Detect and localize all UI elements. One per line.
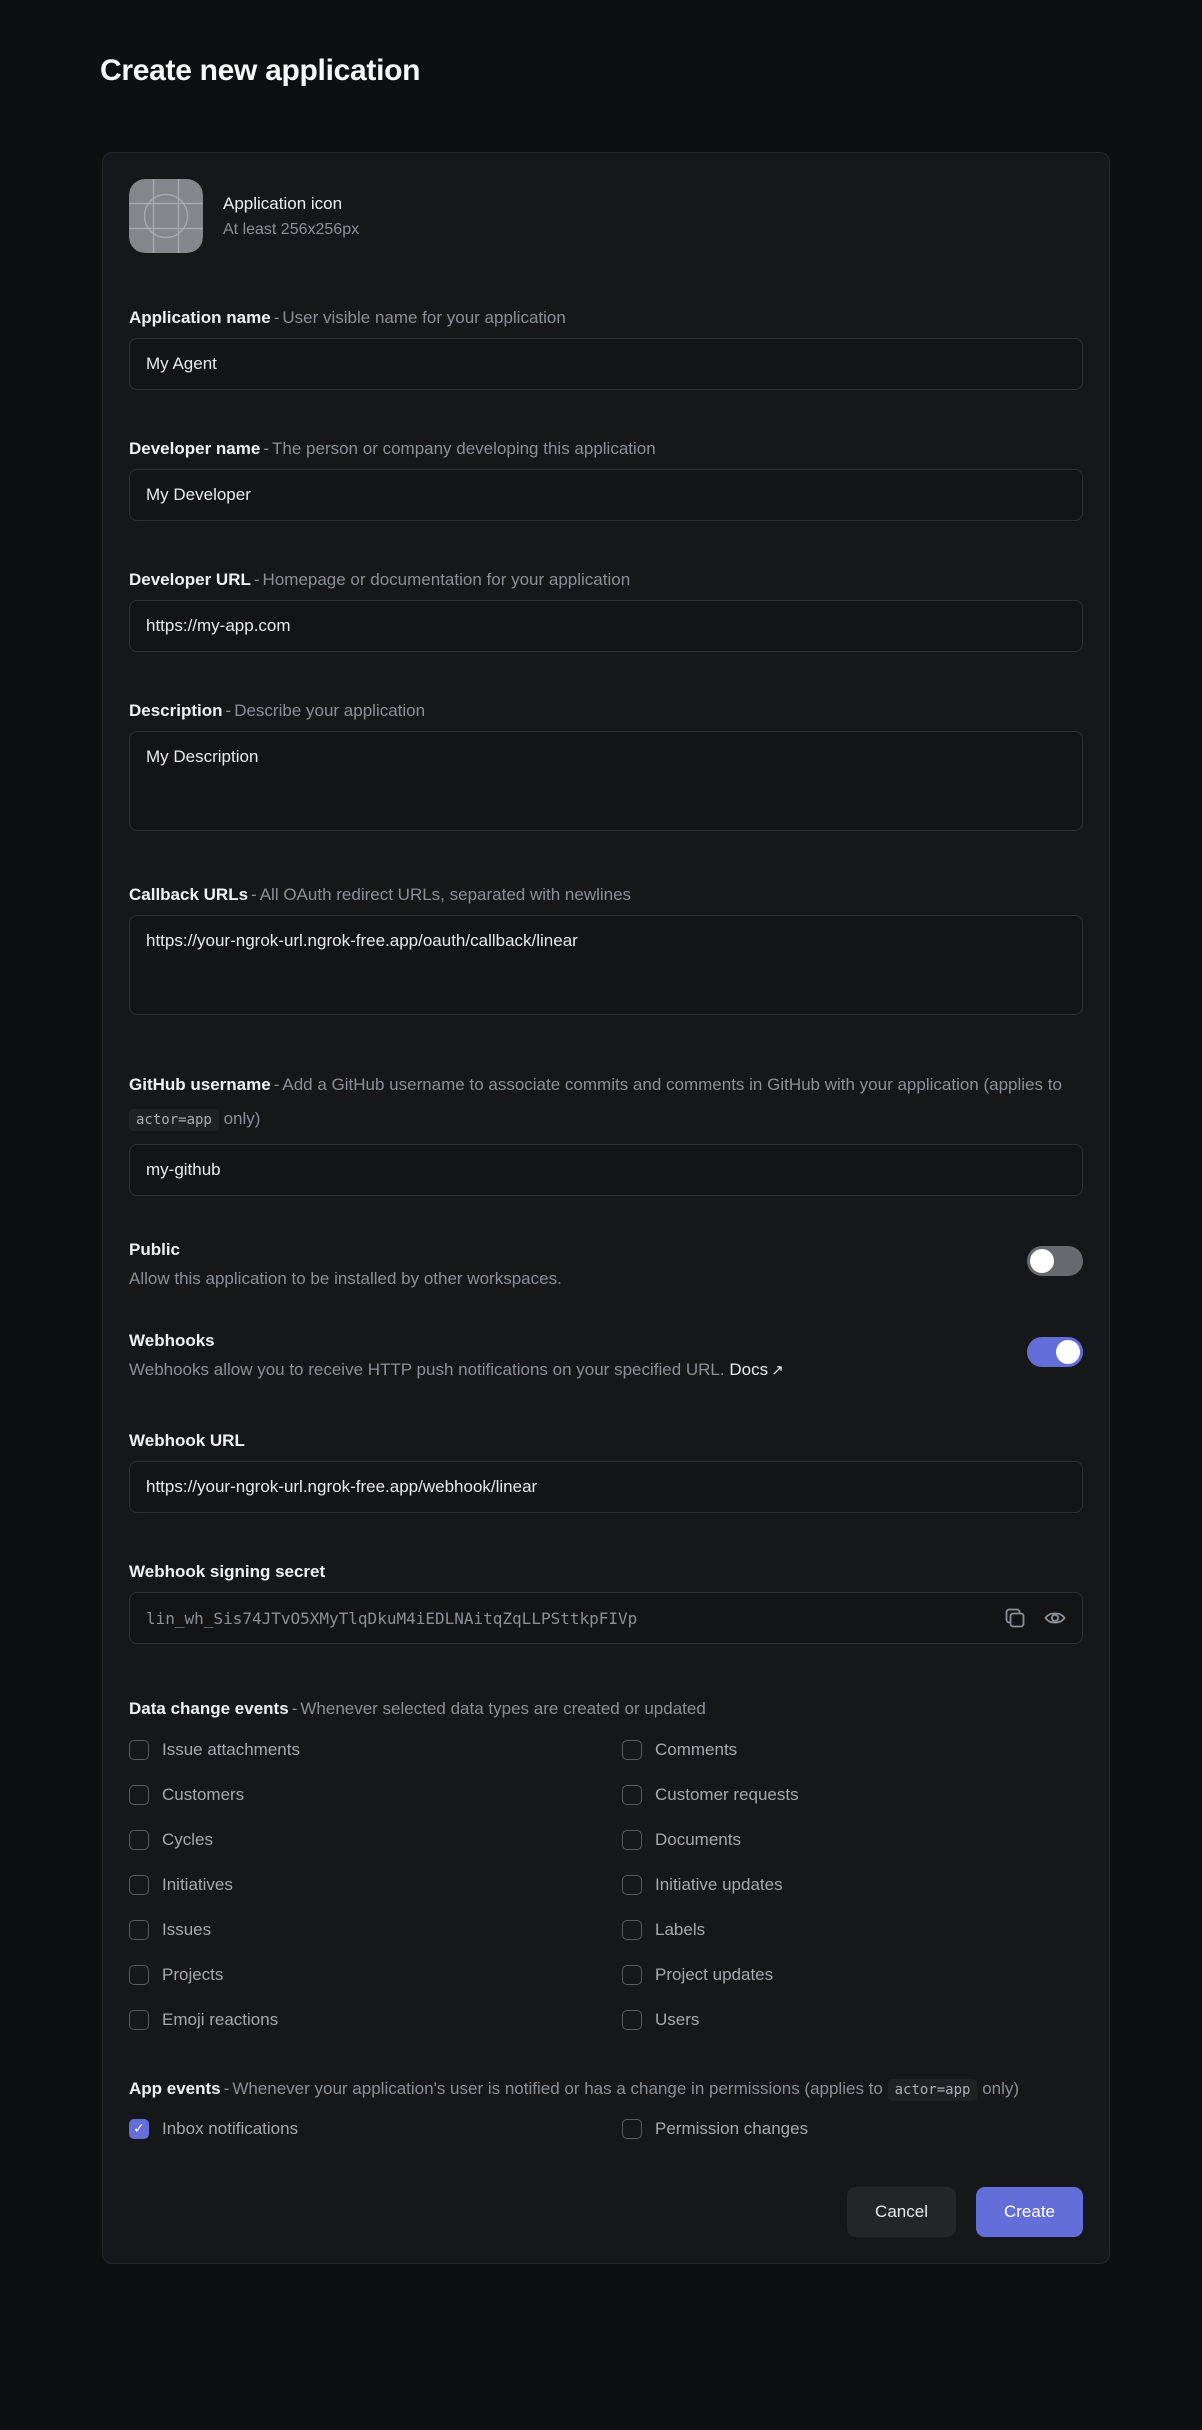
checkbox-item-issues[interactable]: Issues <box>129 1920 622 1940</box>
page-title: Create new application <box>100 54 421 87</box>
create-application-card <box>102 152 1110 2264</box>
checkbox[interactable] <box>129 1875 149 1895</box>
application-name-label: Application name - User visible name for your application <box>129 308 566 327</box>
checkbox-item-labels[interactable]: Labels <box>622 1920 1083 1940</box>
developer-url-input[interactable] <box>129 600 1083 652</box>
checkbox[interactable] <box>622 1875 642 1895</box>
developer-url-label: Developer URL - Homepage or documentation for your application <box>129 570 631 589</box>
developer-name-label: Developer name - The person or company developing this application <box>129 439 656 458</box>
checkbox[interactable] <box>622 1965 642 1985</box>
checkbox-item-permission-changes[interactable]: Permission changes <box>622 2119 1083 2139</box>
callback-urls-label: Callback URLs - All OAuth redirect URLs, separated with newlines <box>129 885 632 904</box>
application-icon-row <box>129 179 1083 253</box>
checkbox-item-initiative-updates[interactable]: Initiative updates <box>622 1875 1083 1895</box>
description-field <box>129 700 1083 836</box>
checkmark-icon: ✓ <box>133 2121 145 2137</box>
external-link-icon: ↗ <box>771 1361 784 1379</box>
callback-urls-field <box>129 884 1083 1020</box>
public-toggle[interactable] <box>1027 1246 1083 1276</box>
checkbox[interactable] <box>129 1920 149 1940</box>
checkbox[interactable] <box>622 1740 642 1760</box>
webhooks-toggle[interactable] <box>1027 1337 1083 1367</box>
checkbox-item-emoji-reactions[interactable]: Emoji reactions <box>129 2010 622 2030</box>
checkbox-item-issue-attachments[interactable]: Issue attachments <box>129 1740 622 1760</box>
toggle-knob <box>1030 1249 1054 1273</box>
create-button[interactable]: Create <box>976 2187 1083 2237</box>
webhook-url-field <box>129 1430 1083 1513</box>
webhooks-label: Webhooks <box>129 1331 215 1350</box>
actor-app-code-chip: actor=app <box>129 1109 219 1131</box>
checkbox[interactable] <box>129 1965 149 1985</box>
github-username-field <box>129 1068 1083 1196</box>
checkbox[interactable] <box>129 1785 149 1805</box>
checkbox[interactable] <box>622 1785 642 1805</box>
callback-urls-textarea[interactable] <box>129 915 1083 1015</box>
github-username-input[interactable] <box>129 1144 1083 1196</box>
description-textarea[interactable] <box>129 731 1083 831</box>
app-icon-placeholder-icon <box>129 179 203 253</box>
developer-name-field <box>129 438 1083 521</box>
checkbox-item-project-updates[interactable]: Project updates <box>622 1965 1083 1985</box>
public-text <box>129 1240 1027 1289</box>
application-icon-upload[interactable] <box>129 179 203 253</box>
checkbox-item-users[interactable]: Users <box>622 2010 1083 2030</box>
application-name-field <box>129 307 1083 390</box>
checkbox[interactable] <box>622 2119 642 2139</box>
copy-icon <box>1003 1606 1027 1630</box>
application-icon-text <box>223 194 359 239</box>
checkbox-item-cycles[interactable]: Cycles <box>129 1830 622 1850</box>
github-username-label: GitHub username - Add a GitHub username to associate commits and comments in GitHub with your application (applies to actor=app only) <box>129 1068 1083 1137</box>
public-label: Public <box>129 1240 181 1259</box>
checkbox[interactable] <box>622 1830 642 1850</box>
webhook-signing-secret-field <box>129 1561 1083 1644</box>
checkbox-item-comments[interactable]: Comments <box>622 1740 1083 1760</box>
webhook-url-label: Webhook URL <box>129 1431 245 1450</box>
checkbox[interactable] <box>622 1920 642 1940</box>
webhooks-text <box>129 1331 1027 1380</box>
webhook-signing-secret-input[interactable] <box>129 1592 1083 1644</box>
checkbox-item-inbox-notifications[interactable]: ✓ Inbox notifications <box>129 2119 622 2139</box>
developer-url-field <box>129 569 1083 652</box>
data-change-events-grid <box>129 1740 1083 2030</box>
checkbox-item-documents[interactable]: Documents <box>622 1830 1083 1850</box>
data-change-events-label: Data change events - Whenever selected data types are created or updated <box>129 1699 706 1718</box>
app-events-label: App events - Whenever your application's user is notified or has a change in permissions (applies to actor=app only) <box>129 2072 1083 2107</box>
application-name-input[interactable] <box>129 338 1083 390</box>
toggle-knob <box>1056 1340 1080 1364</box>
checkbox[interactable] <box>129 1740 149 1760</box>
checkbox-item-customer-requests[interactable]: Customer requests <box>622 1785 1083 1805</box>
checkbox[interactable] <box>129 2010 149 2030</box>
actor-app-code-chip: actor=app <box>888 2079 978 2101</box>
eye-icon <box>1043 1606 1067 1630</box>
developer-name-input[interactable] <box>129 469 1083 521</box>
app-events-grid <box>129 2119 1083 2139</box>
checkbox-item-customers[interactable]: Customers <box>129 1785 622 1805</box>
public-description: Allow this application to be installed by other workspaces. <box>129 1269 562 1288</box>
form-footer <box>129 2187 1083 2237</box>
copy-secret-button[interactable] <box>1003 1606 1027 1630</box>
checkbox-item-initiatives[interactable]: Initiatives <box>129 1875 622 1895</box>
checkbox[interactable] <box>622 2010 642 2030</box>
secret-actions <box>1003 1592 1067 1644</box>
public-toggle-row <box>129 1240 1083 1289</box>
webhook-url-input[interactable] <box>129 1461 1083 1513</box>
webhook-signing-secret-label: Webhook signing secret <box>129 1562 326 1581</box>
checkbox-item-projects[interactable]: Projects <box>129 1965 622 1985</box>
checkbox[interactable] <box>129 1830 149 1850</box>
docs-link[interactable]: Docs ↗ <box>729 1360 784 1379</box>
reveal-secret-button[interactable] <box>1043 1606 1067 1630</box>
webhooks-toggle-row <box>129 1331 1083 1380</box>
description-label: Description - Describe your application <box>129 701 426 720</box>
cancel-button[interactable]: Cancel <box>847 2187 956 2237</box>
application-icon-hint: At least 256x256px <box>223 220 360 238</box>
webhooks-description: Webhooks allow you to receive HTTP push notifications on your specified URL. Docs ↗ <box>129 1360 784 1379</box>
application-icon-label: Application icon <box>223 193 343 213</box>
checkbox-checked[interactable] <box>129 2119 149 2139</box>
